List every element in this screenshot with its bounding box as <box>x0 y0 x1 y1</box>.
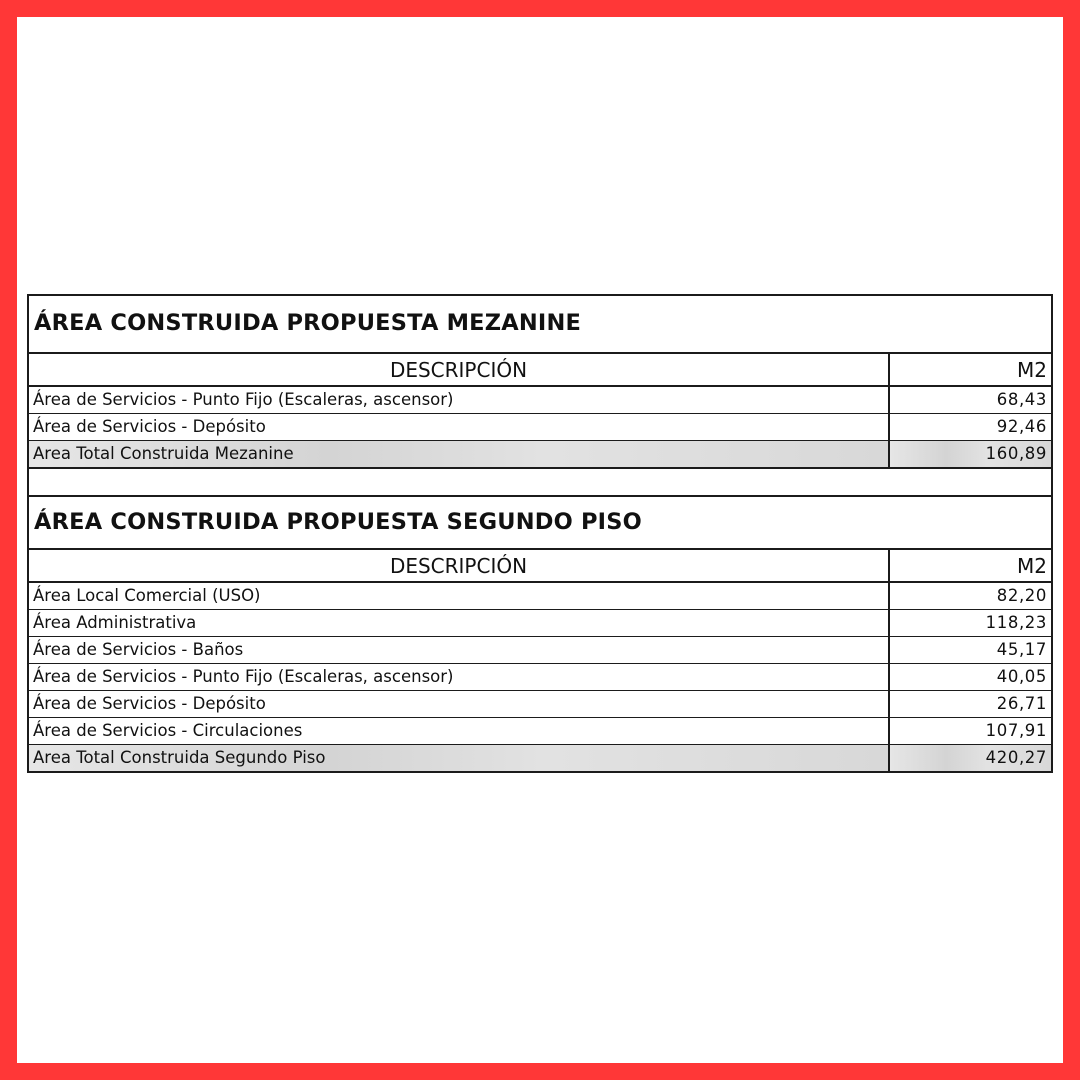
total-description: Area Total Construida Mezanine <box>29 440 889 467</box>
row-area-m2: 92,46 <box>889 413 1051 440</box>
row-area-m2: 26,71 <box>889 690 1051 717</box>
document-page <box>17 17 1063 1063</box>
column-header-m2: M2 <box>889 354 1051 386</box>
column-header-m2: M2 <box>889 550 1051 582</box>
table-header-row <box>29 550 1051 582</box>
section-title-mezanine: ÁREA CONSTRUIDA PROPUESTA MEZANINE <box>29 296 1051 354</box>
row-description: Área Local Comercial (USO) <box>29 582 889 609</box>
table-row <box>29 386 1051 413</box>
row-description: Área de Servicios - Punto Fijo (Escaleras, ascensor) <box>29 386 889 413</box>
row-area-m2: 68,43 <box>889 386 1051 413</box>
total-row-segundo-piso <box>29 744 1051 771</box>
total-description: Area Total Construida Segundo Piso <box>29 744 889 771</box>
row-description: Área de Servicios - Depósito <box>29 413 889 440</box>
column-header-description: DESCRIPCIÓN <box>29 354 889 386</box>
table-row <box>29 717 1051 744</box>
table-row <box>29 609 1051 636</box>
section-divider <box>29 467 1051 495</box>
row-area-m2: 118,23 <box>889 609 1051 636</box>
section-title-segundo-piso: ÁREA CONSTRUIDA PROPUESTA SEGUNDO PISO <box>29 495 1051 550</box>
row-description: Área de Servicios - Punto Fijo (Escaleras, ascensor) <box>29 663 889 690</box>
column-header-description: DESCRIPCIÓN <box>29 550 889 582</box>
total-area-m2: 160,89 <box>889 440 1051 467</box>
segundo-piso-table <box>29 550 1051 771</box>
row-area-m2: 107,91 <box>889 717 1051 744</box>
row-area-m2: 40,05 <box>889 663 1051 690</box>
total-area-m2: 420,27 <box>889 744 1051 771</box>
row-description: Área de Servicios - Depósito <box>29 690 889 717</box>
row-description: Área Administrativa <box>29 609 889 636</box>
table-row <box>29 582 1051 609</box>
area-summary-document <box>27 294 1053 773</box>
table-header-row <box>29 354 1051 386</box>
table-row <box>29 636 1051 663</box>
table-row <box>29 690 1051 717</box>
total-row-mezanine <box>29 440 1051 467</box>
row-area-m2: 82,20 <box>889 582 1051 609</box>
mezanine-table <box>29 354 1051 467</box>
row-area-m2: 45,17 <box>889 636 1051 663</box>
row-description: Área de Servicios - Circulaciones <box>29 717 889 744</box>
table-row <box>29 663 1051 690</box>
table-row <box>29 413 1051 440</box>
row-description: Área de Servicios - Baños <box>29 636 889 663</box>
